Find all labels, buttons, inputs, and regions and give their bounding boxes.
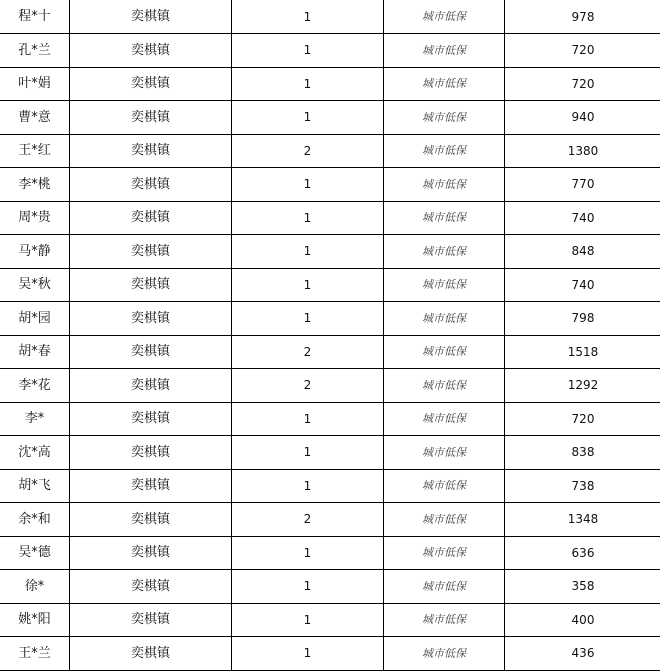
count-cell: 1 bbox=[232, 268, 384, 302]
town-cell: 奕棋镇 bbox=[70, 235, 232, 269]
type-cell: 城市低保 bbox=[384, 335, 505, 369]
name-cell: 李* bbox=[0, 402, 70, 436]
name-cell: 沈*高 bbox=[0, 436, 70, 470]
name-cell: 李*花 bbox=[0, 369, 70, 403]
type-cell: 城市低保 bbox=[384, 436, 505, 470]
amount-cell: 798 bbox=[505, 302, 660, 336]
count-cell: 2 bbox=[232, 134, 384, 168]
type-cell: 城市低保 bbox=[384, 201, 505, 235]
name-cell: 吴*秋 bbox=[0, 268, 70, 302]
table-row bbox=[0, 637, 660, 671]
table-row bbox=[0, 335, 660, 369]
type-cell: 城市低保 bbox=[384, 503, 505, 537]
name-cell: 徐* bbox=[0, 570, 70, 604]
type-cell: 城市低保 bbox=[384, 570, 505, 604]
type-cell: 城市低保 bbox=[384, 536, 505, 570]
count-cell: 1 bbox=[232, 536, 384, 570]
name-cell: 孔*兰 bbox=[0, 34, 70, 68]
town-cell: 奕棋镇 bbox=[70, 0, 232, 34]
count-cell: 1 bbox=[232, 436, 384, 470]
name-cell: 王*兰 bbox=[0, 637, 70, 671]
count-cell: 2 bbox=[232, 369, 384, 403]
type-cell: 城市低保 bbox=[384, 603, 505, 637]
town-cell: 奕棋镇 bbox=[70, 436, 232, 470]
name-cell: 胡*园 bbox=[0, 302, 70, 336]
town-cell: 奕棋镇 bbox=[70, 335, 232, 369]
count-cell: 2 bbox=[232, 335, 384, 369]
table-row bbox=[0, 302, 660, 336]
type-cell: 城市低保 bbox=[384, 369, 505, 403]
count-cell: 1 bbox=[232, 637, 384, 671]
table-row bbox=[0, 235, 660, 269]
amount-cell: 720 bbox=[505, 67, 660, 101]
amount-cell: 940 bbox=[505, 101, 660, 135]
type-cell: 城市低保 bbox=[384, 134, 505, 168]
town-cell: 奕棋镇 bbox=[70, 134, 232, 168]
type-cell: 城市低保 bbox=[384, 302, 505, 336]
amount-cell: 838 bbox=[505, 436, 660, 470]
name-cell: 王*红 bbox=[0, 134, 70, 168]
name-cell: 程*十 bbox=[0, 0, 70, 34]
amount-cell: 358 bbox=[505, 570, 660, 604]
name-cell: 马*静 bbox=[0, 235, 70, 269]
count-cell: 1 bbox=[232, 0, 384, 34]
town-cell: 奕棋镇 bbox=[70, 201, 232, 235]
name-cell: 周*贵 bbox=[0, 201, 70, 235]
count-cell: 1 bbox=[232, 168, 384, 202]
type-cell: 城市低保 bbox=[384, 469, 505, 503]
amount-cell: 770 bbox=[505, 168, 660, 202]
amount-cell: 740 bbox=[505, 201, 660, 235]
table-row bbox=[0, 0, 660, 34]
table-row bbox=[0, 134, 660, 168]
type-cell: 城市低保 bbox=[384, 0, 505, 34]
name-cell: 姚*阳 bbox=[0, 603, 70, 637]
count-cell: 2 bbox=[232, 503, 384, 537]
amount-cell: 1292 bbox=[505, 369, 660, 403]
name-cell: 李*桃 bbox=[0, 168, 70, 202]
town-cell: 奕棋镇 bbox=[70, 369, 232, 403]
amount-cell: 436 bbox=[505, 637, 660, 671]
town-cell: 奕棋镇 bbox=[70, 536, 232, 570]
table-row bbox=[0, 503, 660, 537]
count-cell: 1 bbox=[232, 34, 384, 68]
town-cell: 奕棋镇 bbox=[70, 67, 232, 101]
table-row bbox=[0, 168, 660, 202]
count-cell: 1 bbox=[232, 302, 384, 336]
amount-cell: 720 bbox=[505, 34, 660, 68]
table-row bbox=[0, 201, 660, 235]
type-cell: 城市低保 bbox=[384, 235, 505, 269]
table-row bbox=[0, 469, 660, 503]
count-cell: 1 bbox=[232, 201, 384, 235]
count-cell: 1 bbox=[232, 603, 384, 637]
count-cell: 1 bbox=[232, 101, 384, 135]
table-row bbox=[0, 101, 660, 135]
town-cell: 奕棋镇 bbox=[70, 101, 232, 135]
type-cell: 城市低保 bbox=[384, 402, 505, 436]
table-row bbox=[0, 34, 660, 68]
table-row bbox=[0, 268, 660, 302]
type-cell: 城市低保 bbox=[384, 268, 505, 302]
table-row bbox=[0, 402, 660, 436]
type-cell: 城市低保 bbox=[384, 101, 505, 135]
town-cell: 奕棋镇 bbox=[70, 637, 232, 671]
town-cell: 奕棋镇 bbox=[70, 503, 232, 537]
town-cell: 奕棋镇 bbox=[70, 603, 232, 637]
count-cell: 1 bbox=[232, 402, 384, 436]
count-cell: 1 bbox=[232, 469, 384, 503]
name-cell: 胡*春 bbox=[0, 335, 70, 369]
amount-cell: 978 bbox=[505, 0, 660, 34]
name-cell: 胡*飞 bbox=[0, 469, 70, 503]
table-row bbox=[0, 536, 660, 570]
count-cell: 1 bbox=[232, 67, 384, 101]
amount-cell: 720 bbox=[505, 402, 660, 436]
type-cell: 城市低保 bbox=[384, 34, 505, 68]
town-cell: 奕棋镇 bbox=[70, 570, 232, 604]
amount-cell: 1518 bbox=[505, 335, 660, 369]
count-cell: 1 bbox=[232, 570, 384, 604]
amount-cell: 1380 bbox=[505, 134, 660, 168]
name-cell: 曹*意 bbox=[0, 101, 70, 135]
name-cell: 吴*德 bbox=[0, 536, 70, 570]
table-row bbox=[0, 436, 660, 470]
name-cell: 叶*娟 bbox=[0, 67, 70, 101]
town-cell: 奕棋镇 bbox=[70, 302, 232, 336]
table-row bbox=[0, 570, 660, 604]
type-cell: 城市低保 bbox=[384, 67, 505, 101]
town-cell: 奕棋镇 bbox=[70, 268, 232, 302]
type-cell: 城市低保 bbox=[384, 168, 505, 202]
town-cell: 奕棋镇 bbox=[70, 34, 232, 68]
table-row bbox=[0, 369, 660, 403]
amount-cell: 400 bbox=[505, 603, 660, 637]
amount-cell: 738 bbox=[505, 469, 660, 503]
name-cell: 余*和 bbox=[0, 503, 70, 537]
town-cell: 奕棋镇 bbox=[70, 168, 232, 202]
table-row bbox=[0, 603, 660, 637]
amount-cell: 740 bbox=[505, 268, 660, 302]
count-cell: 1 bbox=[232, 235, 384, 269]
amount-cell: 636 bbox=[505, 536, 660, 570]
amount-cell: 848 bbox=[505, 235, 660, 269]
amount-cell: 1348 bbox=[505, 503, 660, 537]
town-cell: 奕棋镇 bbox=[70, 469, 232, 503]
type-cell: 城市低保 bbox=[384, 637, 505, 671]
table-row bbox=[0, 67, 660, 101]
town-cell: 奕棋镇 bbox=[70, 402, 232, 436]
